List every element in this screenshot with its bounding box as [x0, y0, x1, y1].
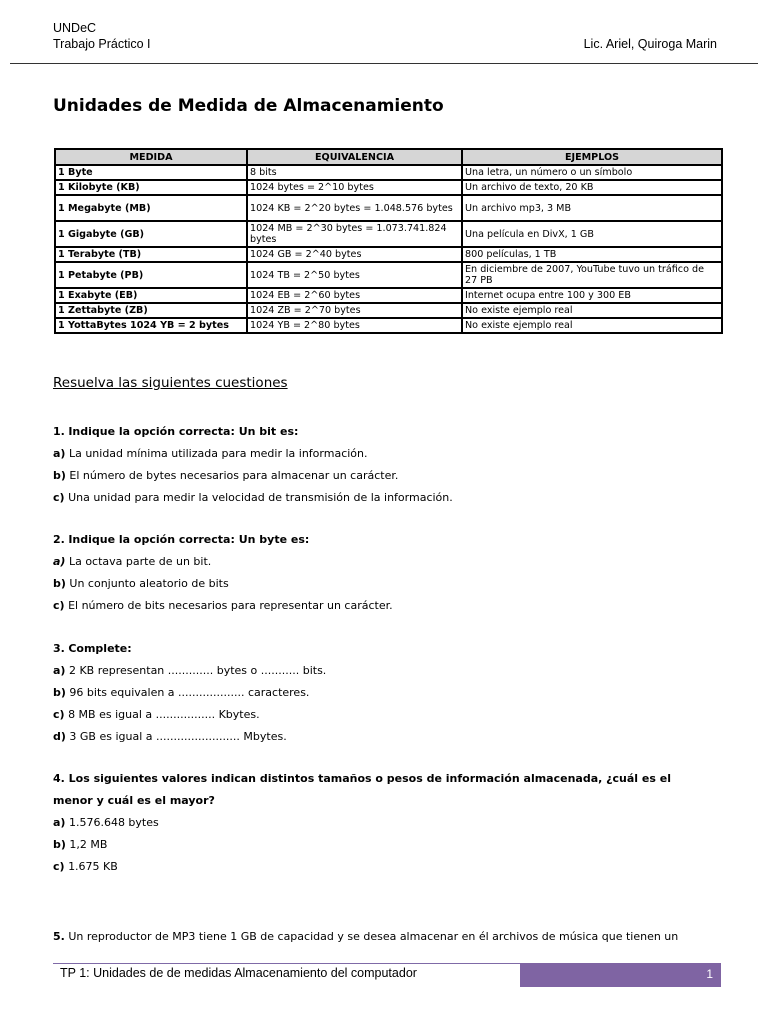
option-text: La octava parte de un bit.: [68, 555, 212, 568]
option-item: [53, 726, 713, 748]
table-cell: 1024 MB = 2^30 bytes = 1.073.741.824 bytes: [247, 221, 462, 247]
question-prompt: [53, 768, 713, 812]
option-label: a): [53, 447, 66, 460]
option-label: c): [53, 708, 65, 721]
table-header-cell: MEDIDA: [55, 149, 247, 165]
header-author: Lic. Ariel, Quiroga Marin: [583, 37, 717, 51]
header-left: [53, 20, 151, 52]
option-item: [53, 595, 713, 617]
option-text: 3 GB es igual a ........................ Mbytes.: [69, 730, 287, 743]
table-cell: Una película en DivX, 1 GB: [462, 221, 722, 247]
table-cell: No existe ejemplo real: [462, 318, 722, 333]
footer-page-bar: [520, 963, 721, 987]
option-label: d): [53, 730, 66, 743]
question-prompt: [53, 638, 713, 660]
question-number: 4: [53, 772, 61, 785]
question-3: [53, 638, 713, 748]
table-cell: 800 películas, 1 TB: [462, 247, 722, 262]
section-title: Resuelva las siguientes cuestiones: [53, 375, 288, 391]
option-text: 1,2 MB: [69, 838, 108, 851]
footer-text: TP 1: Unidades de de medidas Almacenamiento del computador: [60, 966, 417, 980]
question-text: Indique la opción correcta: Un byte es:: [68, 533, 310, 546]
option-item: [53, 487, 713, 509]
table-cell: 1 Exabyte (EB): [55, 288, 247, 303]
storage-units-table: [54, 148, 723, 334]
table-cell: Una letra, un número o un símbolo: [462, 165, 722, 180]
question-prompt: [53, 529, 713, 551]
header-org: UNDeC: [53, 21, 97, 35]
option-text: 8 MB es igual a ................. Kbytes.: [68, 708, 260, 721]
table-header-row: [55, 149, 722, 165]
table-row: [55, 318, 722, 333]
table-row: [55, 195, 722, 221]
option-text: Un conjunto aleatorio de bits: [69, 577, 229, 590]
table-cell: 1024 KB = 2^20 bytes = 1.048.576 bytes: [247, 195, 462, 221]
table-cell: 1024 TB = 2^50 bytes: [247, 262, 462, 288]
table-row: [55, 165, 722, 180]
option-label: b): [53, 838, 66, 851]
option-text: La unidad mínima utilizada para medir la información.: [68, 447, 368, 460]
page-number: 1: [706, 967, 713, 981]
question-4: [53, 768, 713, 878]
table-cell: 1 Kilobyte (KB): [55, 180, 247, 195]
option-text: Una unidad para medir la velocidad de transmisión de la información.: [68, 491, 453, 504]
option-label: a): [53, 816, 66, 829]
question-prompt: [53, 421, 713, 443]
table-row: [55, 262, 722, 288]
table-cell: 1 YottaBytes 1024 YB = 2 bytes: [55, 318, 247, 333]
option-text: El número de bytes necesarios para almacenar un carácter.: [69, 469, 399, 482]
footer-divider: [53, 963, 520, 964]
option-item: [53, 465, 713, 487]
table-cell: 1024 YB = 2^80 bytes: [247, 318, 462, 333]
option-item: [53, 812, 713, 834]
option-text: 1.576.648 bytes: [68, 816, 159, 829]
option-item: [53, 443, 713, 465]
table-row: [55, 180, 722, 195]
table-cell: No existe ejemplo real: [462, 303, 722, 318]
option-label: c): [53, 860, 65, 873]
table-cell: Un archivo mp3, 3 MB: [462, 195, 722, 221]
option-label: b): [53, 469, 66, 482]
header-course: Trabajo Práctico I: [53, 37, 151, 51]
option-item: [53, 856, 713, 878]
question-5: [53, 926, 713, 948]
question-2: [53, 529, 713, 617]
table-cell: 8 bits: [247, 165, 462, 180]
question-prompt: [53, 926, 713, 948]
table-cell: 1024 ZB = 2^70 bytes: [247, 303, 462, 318]
option-label: b): [53, 577, 66, 590]
option-text: 96 bits equivalen a ................... caracteres.: [69, 686, 310, 699]
question-number: 2.: [53, 533, 65, 546]
question-text: Indique la opción correcta: Un bit es:: [68, 425, 299, 438]
option-item: [53, 704, 713, 726]
option-label: a): [53, 555, 66, 568]
option-item: [53, 573, 713, 595]
table-cell: 1 Megabyte (MB): [55, 195, 247, 221]
table-cell: 1024 GB = 2^40 bytes: [247, 247, 462, 262]
table-row: [55, 221, 722, 247]
table-cell: 1 Petabyte (PB): [55, 262, 247, 288]
option-label: c): [53, 599, 65, 612]
table-cell: 1 Terabyte (TB): [55, 247, 247, 262]
question-number: 1.: [53, 425, 65, 438]
table-cell: Un archivo de texto, 20 KB: [462, 180, 722, 195]
table-cell: 1 Zettabyte (ZB): [55, 303, 247, 318]
option-label: b): [53, 686, 66, 699]
header-divider: [10, 63, 758, 64]
option-label: a): [53, 664, 66, 677]
option-text: 2 KB representan ............. bytes o ........... bits.: [68, 664, 327, 677]
option-item: [53, 682, 713, 704]
option-text: El número de bits necesarios para representar un carácter.: [68, 599, 393, 612]
table-cell: En diciembre de 2007, YouTube tuvo un tráfico de 27 PB: [462, 262, 722, 288]
table-cell: 1 Byte: [55, 165, 247, 180]
option-text: 1.675 KB: [68, 860, 118, 873]
question-1: [53, 421, 713, 509]
table-header-cell: EJEMPLOS: [462, 149, 722, 165]
table-cell: 1024 bytes = 2^10 bytes: [247, 180, 462, 195]
question-text: Complete:: [68, 642, 132, 655]
question-number: 3.: [53, 642, 65, 655]
table-cell: 1 Gigabyte (GB): [55, 221, 247, 247]
table-row: [55, 247, 722, 262]
table-cell: 1024 EB = 2^60 bytes: [247, 288, 462, 303]
table-row: [55, 288, 722, 303]
question-text: . Los siguientes valores indican distintos tamaños o pesos de información almacenada, ¿cuál es el menor y cuál es el mayor?: [53, 772, 671, 807]
table-row: [55, 303, 722, 318]
question-text: Un reproductor de MP3 tiene 1 GB de capacidad y se desea almacenar en él archivos de música que tienen un: [68, 930, 679, 943]
option-item: [53, 551, 713, 573]
document-title: Unidades de Medida de Almacenamiento: [53, 96, 444, 116]
table-cell: Internet ocupa entre 100 y 300 EB: [462, 288, 722, 303]
table-header-cell: EQUIVALENCIA: [247, 149, 462, 165]
option-label: c): [53, 491, 65, 504]
option-item: [53, 660, 713, 682]
option-item: [53, 834, 713, 856]
question-number: 5.: [53, 930, 65, 943]
